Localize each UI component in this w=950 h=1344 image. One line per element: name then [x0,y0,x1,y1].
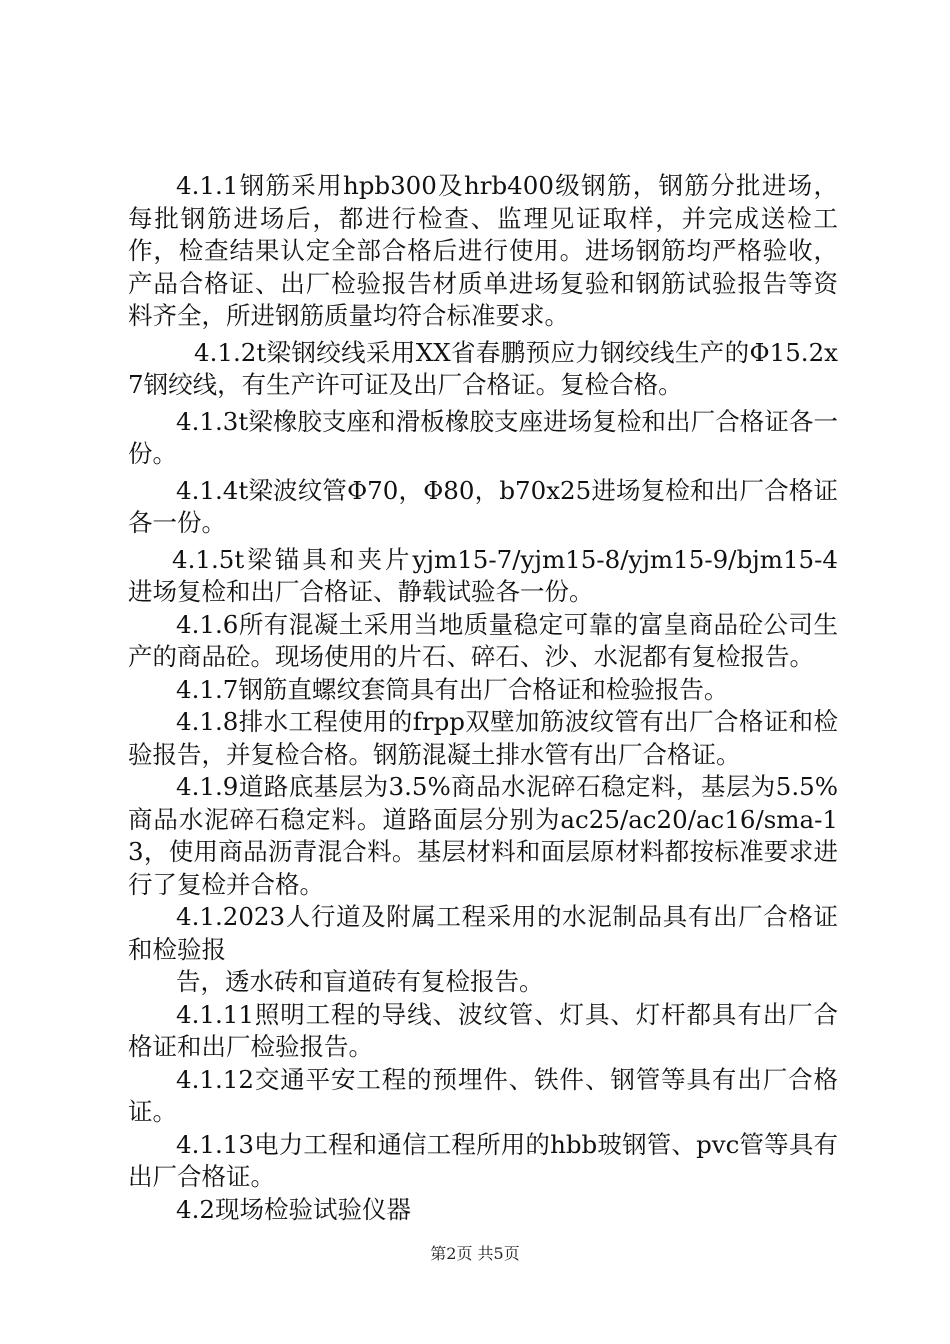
paragraph-4-1-13: 4.1.13电力工程和通信工程所用的hbb玻钢管、pvc管等具有出厂合格证。 [128,1129,838,1191]
paragraph-4-1-2023: 4.1.2023人行道及附属工程采用的水泥制品具有出厂合格证和检验报 [128,902,838,964]
paragraph-4-1-2: 4.1.2t梁钢绞线采用XX省春鹏预应力钢绞线生产的Φ15.2x7钢绞线，有生产许可证及出厂合格证。复检合格。 [128,337,838,399]
document-body [128,170,838,1226]
section-heading-4-2: 4.2现场检验试验仪器 [176,1194,411,1224]
paragraph-4-1-4: 4.1.4t梁波纹管Φ70，Φ80，b70x25进场复检和出厂合格证各一份。 [128,475,838,537]
paragraph-4-1-7: 4.1.7钢筋直螺纹套筒具有出厂合格证和检验报告。 [176,674,729,704]
paragraph-continuation: 告，透水砖和盲道砖有复检报告。 [176,967,544,996]
paragraph-4-1-3: 4.1.3t梁橡胶支座和滑板橡胶支座进场复检和出厂合格证各一份。 [128,406,838,468]
paragraph-4-1-6: 4.1.6所有混凝土采用当地质量稳定可靠的富皇商品砼公司生产的商品砼。现场使用的片石、碎石、沙、水泥都有复检报告。 [128,609,838,671]
paragraph-4-1-11: 4.1.11照明工程的导线、波纹管、灯具、灯杆都具有出厂合格证和出厂检验报告。 [128,999,838,1061]
paragraph-4-1-9: 4.1.9道路底基层为3.5%商品水泥碎石稳定料，基层为5.5%商品水泥碎石稳定料。道路面层分别为ac25/ac20/ac16/sma-13，使用商品沥青混合料。基层材料和面层原材料都按标准要求进行了复检并合格。 [128,772,838,899]
paragraph-4-1-5: 4.1.5t梁锚具和夹片yjm15-7/yjm15-8/yjm15-9/bjm15-4进场复检和出厂合格证、静载试验各一份。 [128,544,838,606]
paragraph-4-1-8: 4.1.8排水工程使用的frpp双壁加筋波纹管有出厂合格证和检验报告，并复检合格。钢筋混凝土排水管有出厂合格证。 [128,707,838,769]
page-number-footer: 第2页 共5页 [430,1244,520,1263]
paragraph-4-1-12: 4.1.12交通平安工程的预埋件、铁件、钢管等具有出厂合格证。 [128,1064,838,1126]
paragraph-4-1-1: 4.1.1钢筋采用hpb300及hrb400级钢筋，钢筋分批进场，每批钢筋进场后，都进行检查、监理见证取样，并完成送检工作，检查结果认定全部合格后进行使用。进场钢筋均严格验收，产品合格证、出厂检验报告材质单进场复验和钢筋试验报告等资料齐全，所进钢筋质量均符合标准要求。 [128,171,838,330]
